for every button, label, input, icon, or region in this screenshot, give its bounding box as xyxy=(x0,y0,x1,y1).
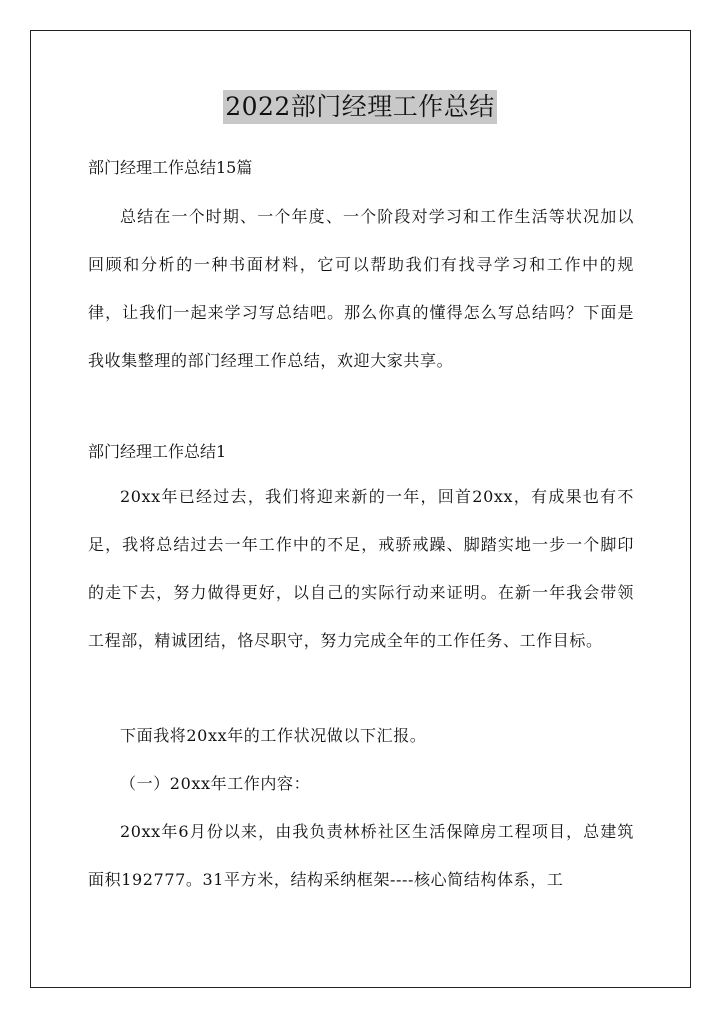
section-heading: 部门经理工作总结1 xyxy=(88,442,227,461)
paragraph: （一）20xx年工作内容： xyxy=(120,774,311,793)
title-container xyxy=(0,90,720,124)
paragraph: 下面我将20xx年的工作状况做以下汇报。 xyxy=(120,726,427,745)
document-title: 2022部门经理工作总结 xyxy=(223,90,497,124)
paragraph: 20xx年6月份以来，由我负责林桥社区生活保障房工程项目，总建筑面积192777。31平方米，结构采纳框架----核心简结构体系，工 xyxy=(88,822,634,889)
document-subtitle: 部门经理工作总结15篇 xyxy=(88,158,253,177)
paragraph: 20xx年已经过去，我们将迎来新的一年，回首20xx，有成果也有不足，我将总结过去一年工作中的不足，戒骄戒躁、脚踏实地一步一个脚印的走下去，努力做得更好，以自己的实际行动来证明。在新一年我会带领工程部，精诚团结，恪尽职守，努力完成全年的工作任务、工作目标。 xyxy=(88,487,634,650)
intro-paragraph: 总结在一个时期、一个年度、一个阶段对学习和工作生活等状况加以回顾和分析的一种书面材料，它可以帮助我们有找寻学习和工作中的规律，让我们一起来学习写总结吧。那么你真的懂得怎么写总结吗？下面是我收集整理的部门经理工作总结，欢迎大家共享。 xyxy=(88,207,634,370)
